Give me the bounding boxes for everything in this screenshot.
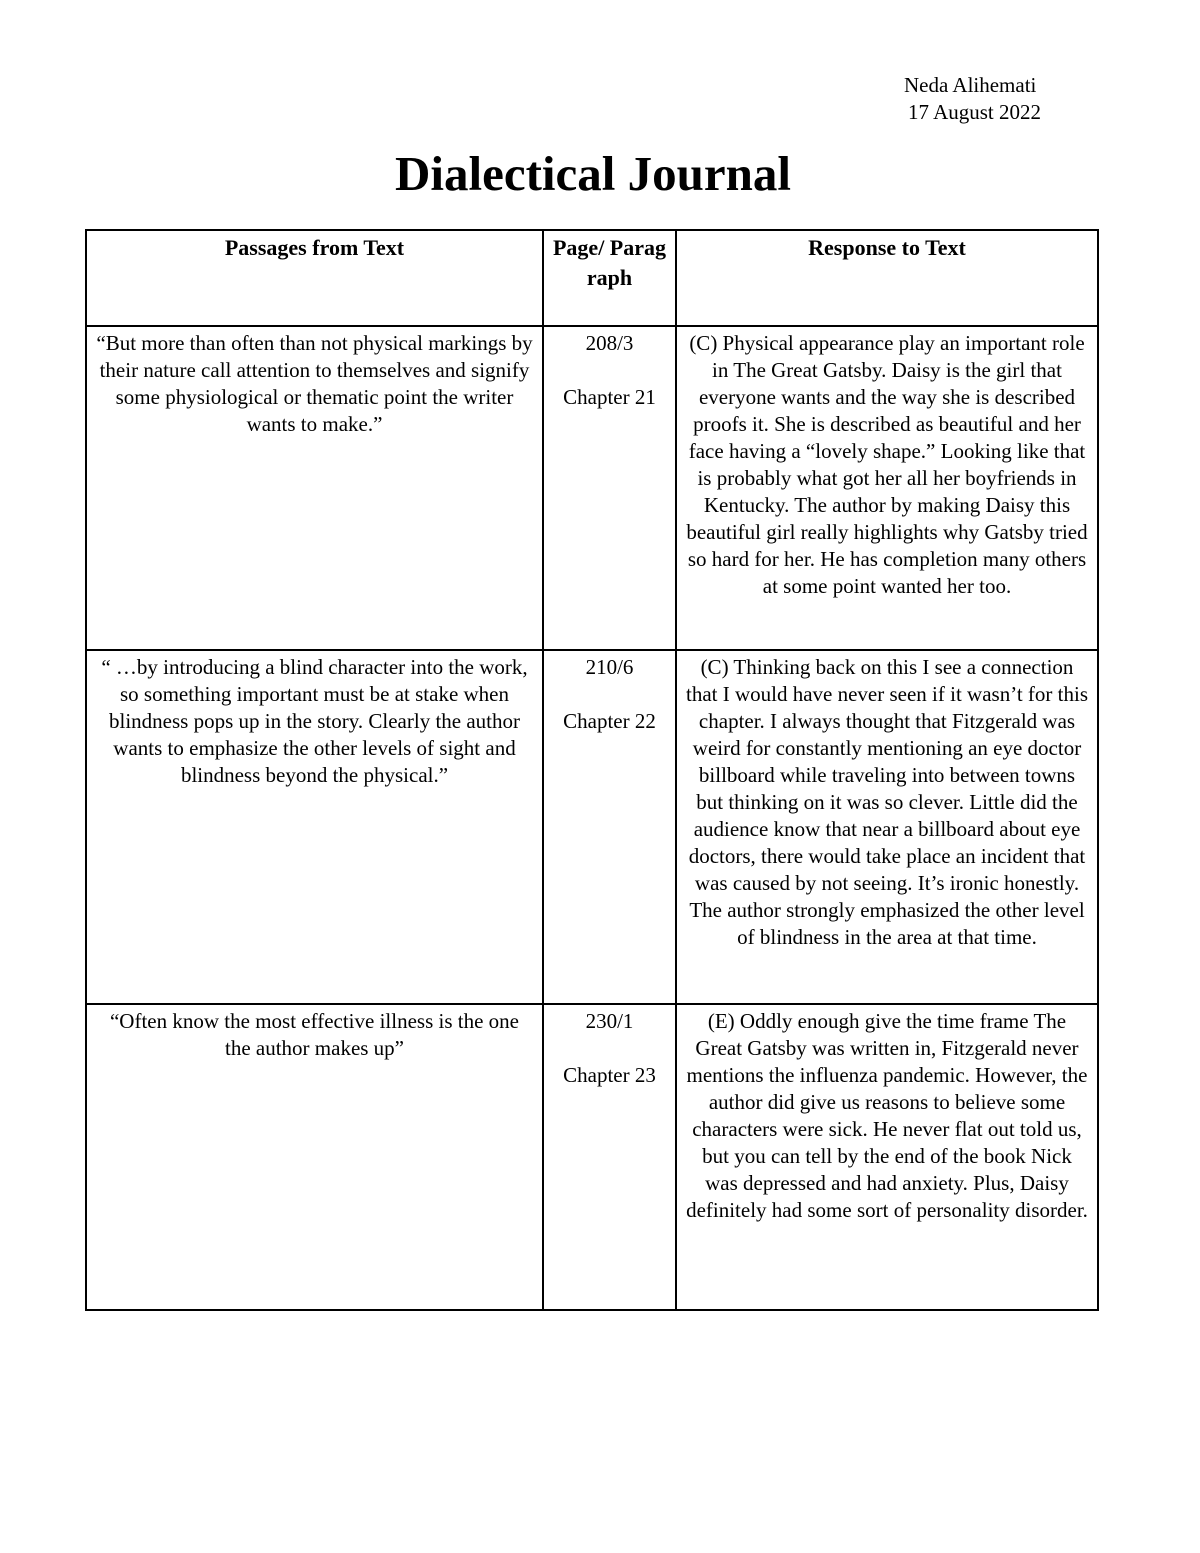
column-header-passages: Passages from Text: [86, 230, 543, 326]
table-row: [86, 326, 1098, 650]
page-cell: [543, 326, 676, 650]
chapter-label: Chapter 23: [563, 1063, 656, 1087]
document-title: Dialectical Journal: [394, 146, 792, 201]
response-cell: (C) Physical appearance play an important role in The Great Gatsby. Daisy is the girl that everyone wants and the way she is described proofs it. She is described as beautiful and her face having a “lovely shape.” Looking like that is probably what got her all her boyfriends in Kentucky. The author by making Daisy this beautiful girl really highlights why Gatsby tried so hard for her. He has completion many others at some point wanted her too.: [676, 326, 1098, 650]
response-cell: (E) Oddly enough give the time frame The Great Gatsby was written in, Fitzgerald never mentions the influenza pandemic. However, the author did give us reasons to believe some characters were sick. He never flat out told us, but you can tell by the end of the book Nick was depressed and had anxiety. Plus, Daisy definitely had some sort of personality disorder.: [676, 1004, 1098, 1310]
column-header-response: Response to Text: [676, 230, 1098, 326]
author-header: [880, 72, 1080, 126]
chapter-label: Chapter 21: [563, 385, 656, 409]
passage-cell: “ …by introducing a blind character into the work, so something important must be at stake when blindness pops up in the story. Clearly the author wants to emphasize the other levels of sight and blindness beyond the physical.”: [86, 650, 543, 1004]
page-cell: [543, 650, 676, 1004]
page-cell: [543, 1004, 676, 1310]
page-paragraph: 208/3: [585, 331, 634, 355]
document-date: 17 August 2022: [908, 100, 1042, 124]
page-paragraph: 210/6: [585, 655, 634, 679]
page-paragraph: 230/1: [585, 1009, 634, 1033]
column-header-page: Page/ Paragraph: [543, 230, 676, 326]
table-header-row: [86, 230, 1098, 326]
author-name: Neda Alihemati: [904, 73, 1037, 97]
response-cell: (C) Thinking back on this I see a connection that I would have never seen if it wasn’t for this chapter. I always thought that Fitzgerald was weird for constantly mentioning an eye doctor billboard while traveling into between towns but thinking on it was so clever. Little did the audience know that near a billboard about eye doctors, there would take place an incident that was caused by not seeing. It’s ironic honestly. The author strongly emphasized the other level of blindness in the area at that time.: [676, 650, 1098, 1004]
passage-cell: “Often know the most effective illness is the one the author makes up”: [86, 1004, 543, 1310]
table-row: [86, 1004, 1098, 1310]
chapter-label: Chapter 22: [563, 709, 656, 733]
table-row: [86, 650, 1098, 1004]
passage-cell: “But more than often than not physical markings by their nature call attention to themselves and signify some physiological or thematic point the writer wants to make.”: [86, 326, 543, 650]
dialectical-journal-table: [85, 229, 1099, 1311]
